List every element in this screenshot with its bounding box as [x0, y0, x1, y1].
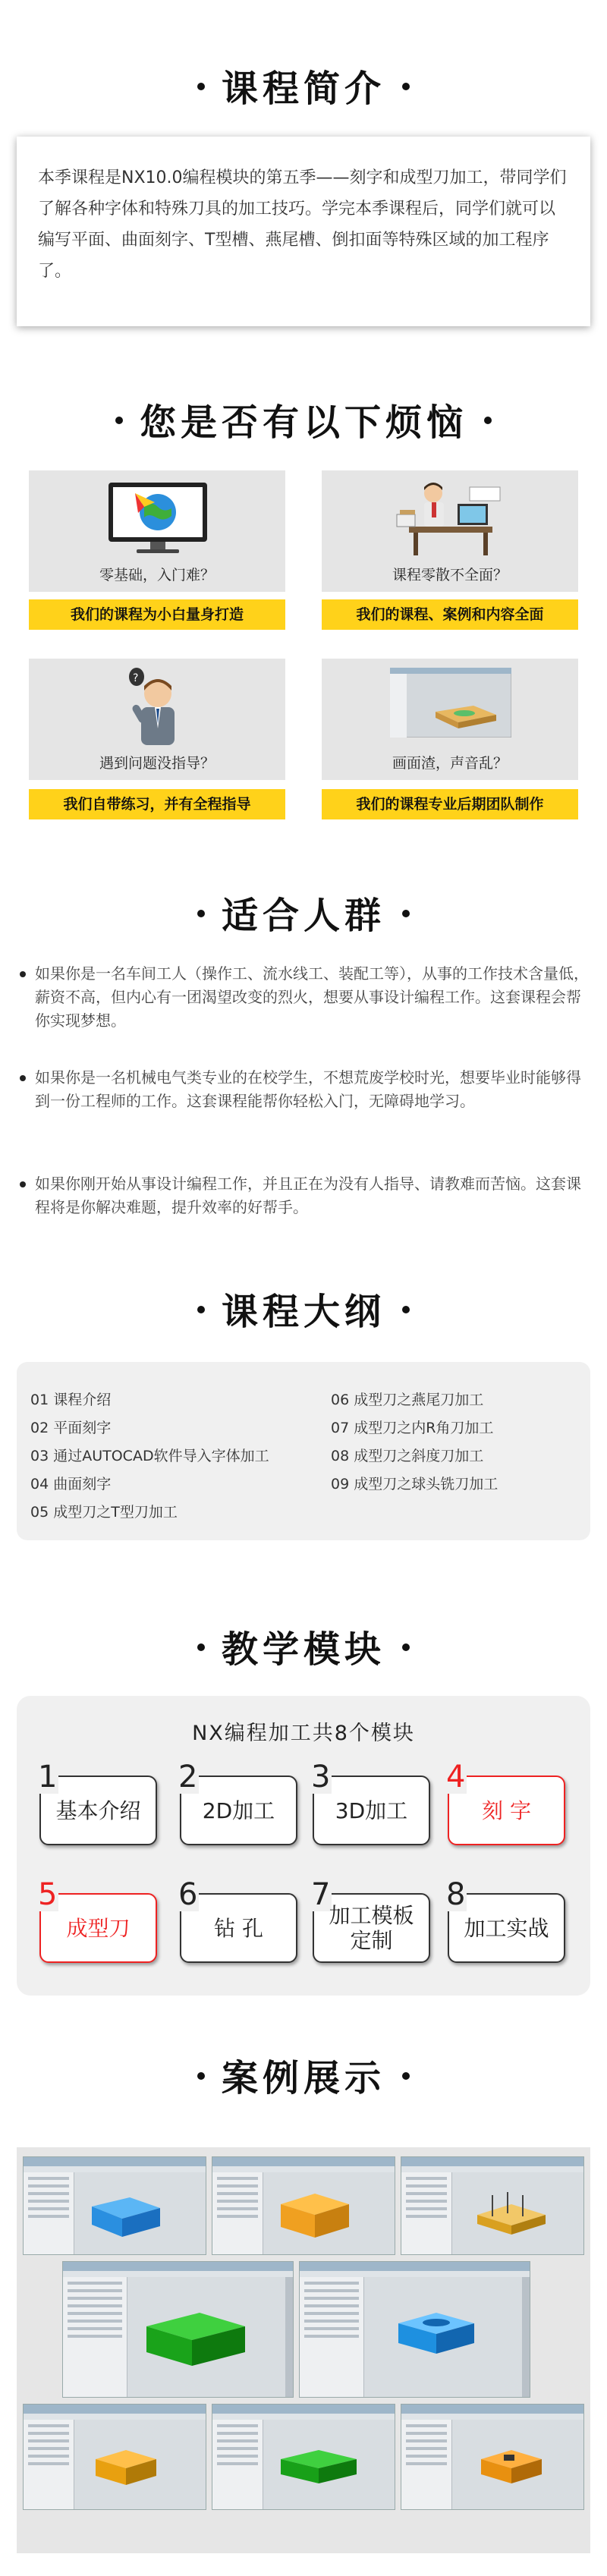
case-screenshot — [299, 2261, 530, 2398]
worry-answer-badge: 我们的课程为小白量身打造 — [29, 599, 285, 630]
case-screenshot — [62, 2261, 294, 2398]
module-card — [446, 1760, 565, 1845]
section-title-text: 教学模块 — [221, 1628, 385, 1671]
section-title-audience — [0, 886, 607, 939]
module-number: 1 — [38, 1760, 58, 1794]
audience-text: 如果你刚开始从事设计编程工作，并且正在为没有人指导、请教难而苦恼。这套课程将是你解决难题，提升效率的好帮手。 — [35, 1175, 581, 1216]
section-title-text: 课程简介 — [221, 68, 385, 110]
worry-question: 课程零散不全面？ — [392, 567, 508, 583]
module-card — [38, 1877, 157, 1963]
worry-answer-badge: 我们的课程专业后期团队制作 — [322, 789, 578, 819]
case-model-icon — [391, 2304, 482, 2372]
section-title-modules — [0, 1620, 607, 1672]
audience-text: 如果你是一名车间工人（操作工、流水线工、装配工等），从事的工作技术含量低，薪资不高，但内心有一团渴望改变的烈火，想要从事设计编程工作。这套课程会帮你实现梦想。 — [35, 964, 589, 1030]
title-dot-icon — [402, 1643, 410, 1651]
title-dot-icon — [115, 417, 123, 424]
case-screenshot — [212, 2404, 395, 2510]
outline-item: 01 课程介绍 — [30, 1392, 112, 1408]
worry-card — [322, 659, 578, 780]
cad-screenshot-icon — [390, 668, 511, 738]
module-card — [178, 1760, 297, 1845]
title-dot-icon — [402, 2072, 410, 2080]
case-model-icon — [273, 2188, 357, 2248]
section-title-cases — [0, 2049, 607, 2101]
title-dot-icon — [197, 2072, 205, 2080]
case-screenshot — [23, 2156, 206, 2255]
title-dot-icon — [197, 910, 205, 917]
case-model-icon — [139, 2304, 253, 2379]
modules-heading: NX编程加工共8个模块 — [192, 1722, 415, 1745]
outline-item: 08 成型刀之斜度刀加工 — [331, 1448, 484, 1464]
case-model-icon — [473, 2442, 549, 2496]
module-card — [446, 1877, 565, 1963]
worry-question: 画面渣，声音乱？ — [392, 755, 508, 772]
module-label: 3D加工 — [335, 1798, 408, 1823]
module-label: 基本介绍 — [55, 1798, 141, 1823]
case-model-icon — [470, 2188, 553, 2248]
module-label: 成型刀 — [66, 1915, 131, 1941]
module-number: 7 — [311, 1877, 331, 1912]
module-card — [178, 1877, 297, 1963]
section-title-text: 课程大纲 — [221, 1291, 385, 1333]
worry-question: 遇到问题没指导？ — [99, 755, 215, 772]
svg-text:?: ? — [133, 672, 139, 684]
worry-answer-badge: 我们的课程、案例和内容全面 — [322, 599, 578, 630]
section-title-text: 您是否有以下烦恼 — [139, 401, 467, 444]
module-number: 5 — [38, 1877, 58, 1912]
worry-card — [29, 659, 285, 780]
section-title-intro — [0, 59, 607, 112]
module-label: 2D加工 — [202, 1798, 275, 1823]
office-worker-icon — [394, 477, 508, 558]
confused-man-icon — [112, 660, 203, 751]
module-number: 6 — [178, 1877, 198, 1912]
outline-item: 05 成型刀之T型刀加工 — [30, 1504, 178, 1521]
case-screenshot — [401, 2156, 584, 2255]
worry-card — [322, 470, 578, 592]
title-dot-icon — [197, 1643, 205, 1651]
module-number: 3 — [311, 1760, 331, 1794]
audience-item — [21, 1066, 590, 1113]
outline-item: 04 曲面刻字 — [30, 1476, 112, 1492]
bullet-icon — [20, 1075, 26, 1081]
outline-item: 06 成型刀之燕尾刀加工 — [331, 1392, 484, 1408]
worry-card — [29, 470, 285, 592]
intro-text: 本季课程是NX10.0编程模块的第五季——刻字和成型刀加工，带同学们了解各种字体和特殊刀具的加工技巧。学完本季课程后，同学们就可以编写平面、曲面刻字、T型槽、燕尾槽、倒扣面等特殊区域的加工程序了。 — [38, 168, 567, 281]
module-card — [38, 1760, 157, 1845]
module-number: 4 — [446, 1760, 466, 1794]
module-label: 刻 字 — [482, 1798, 531, 1823]
module-label: 加工实战 — [464, 1915, 549, 1941]
module-label: 加工模板 定制 — [329, 1903, 414, 1953]
audience-text: 如果你是一名机械电气类专业的在校学生，不想荒废学校时光，想要毕业时能够得到一份工程师的工作。这套课程能帮你轻松入门，无障碍地学习。 — [35, 1068, 581, 1110]
bullet-icon — [20, 971, 26, 977]
worry-question: 零基础，入门难？ — [99, 567, 215, 583]
cases-panel — [17, 2147, 590, 2553]
title-dot-icon — [402, 910, 410, 917]
case-screenshot — [401, 2404, 584, 2510]
title-dot-icon — [402, 83, 410, 90]
section-title-text: 案例展示 — [221, 2057, 385, 2099]
module-card — [311, 1877, 430, 1963]
section-title-outline — [0, 1282, 607, 1335]
module-number: 8 — [446, 1877, 466, 1912]
outline-item: 07 成型刀之内R角刀加工 — [331, 1420, 494, 1436]
monitor-globe-icon — [105, 480, 211, 555]
case-model-icon — [273, 2442, 364, 2496]
outline-item: 02 平面刻字 — [30, 1420, 112, 1436]
section-title-text: 适合人群 — [221, 895, 385, 937]
outline-item: 09 成型刀之球头铣刀加工 — [331, 1476, 498, 1492]
outline-item: 03 通过AUTOCAD软件导入字体加工 — [30, 1448, 269, 1464]
worry-answer-badge: 我们自带练习，并有全程指导 — [29, 789, 285, 819]
case-model-icon — [84, 2191, 168, 2244]
bullet-icon — [20, 1181, 26, 1187]
module-label: 钻 孔 — [214, 1915, 263, 1941]
title-dot-icon — [484, 417, 492, 424]
module-number: 2 — [178, 1760, 198, 1794]
title-dot-icon — [402, 1306, 410, 1313]
title-dot-icon — [197, 83, 205, 90]
audience-item — [21, 962, 590, 1033]
title-dot-icon — [197, 1306, 205, 1313]
case-model-icon — [88, 2442, 164, 2496]
section-title-worries — [0, 393, 607, 445]
case-screenshot — [23, 2404, 206, 2510]
case-screenshot — [212, 2156, 395, 2255]
intro-card — [17, 137, 590, 326]
audience-item — [21, 1172, 590, 1219]
module-card — [311, 1760, 430, 1845]
